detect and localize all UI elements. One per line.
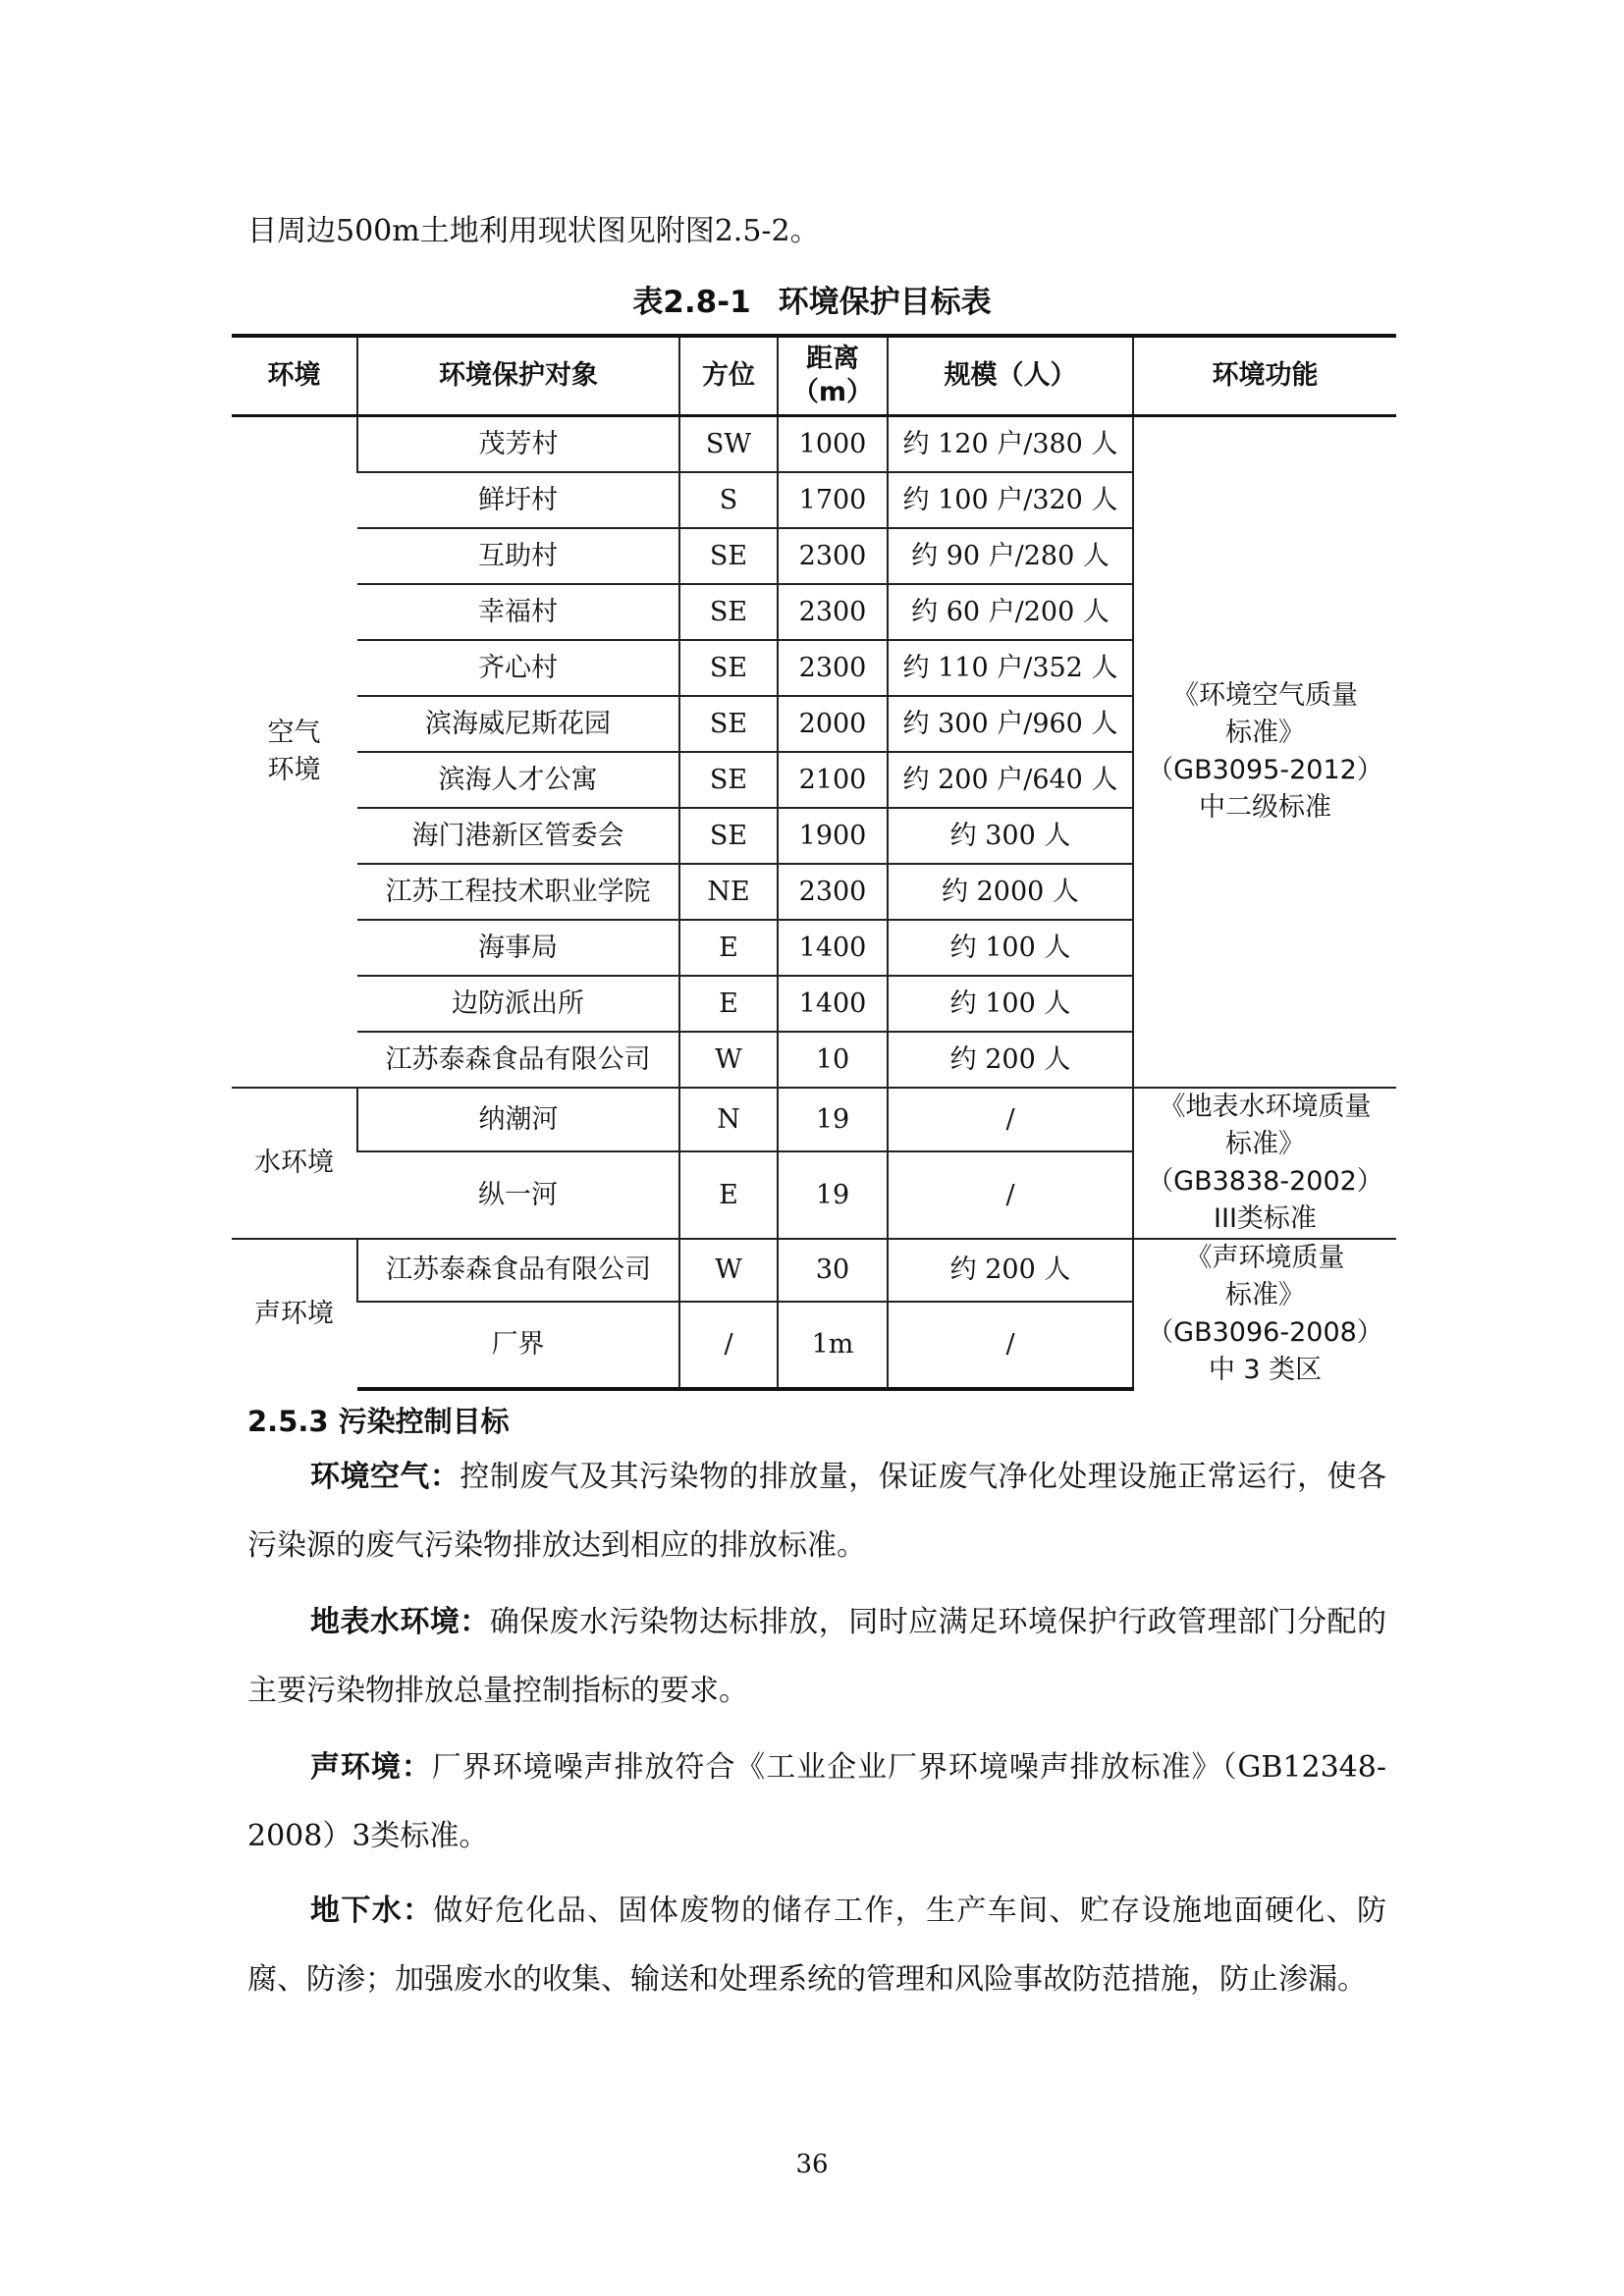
function-line: 《声环境质量: [1185, 1243, 1345, 1273]
cell-object: 茂芳村: [357, 416, 679, 473]
cell-object: 边防派出所: [357, 976, 679, 1032]
cell-scale: 约 100 户/320 人: [888, 472, 1133, 528]
page-number: 36: [795, 2150, 829, 2179]
cell-scale: 约 200 人: [888, 1032, 1133, 1088]
cell-direction: E: [679, 1151, 778, 1239]
cell-distance: 19: [778, 1088, 888, 1151]
cell-scale: 约 110 户/352 人: [888, 640, 1133, 696]
cell-distance: 30: [778, 1239, 888, 1302]
function-line: 中二级标准: [1199, 792, 1331, 823]
header-distance-line1: 距离: [806, 344, 859, 374]
category-line: 环境: [267, 755, 321, 785]
cell-scale: /: [888, 1088, 1133, 1151]
header-distance: [778, 336, 888, 416]
cell-direction: SE: [679, 696, 778, 752]
header-function: 环境功能: [1133, 336, 1396, 416]
function-line: 标准》: [1225, 718, 1305, 748]
cell-scale: /: [888, 1302, 1133, 1389]
category-line: 声环境: [254, 1299, 334, 1329]
header-scale: 规模（人）: [888, 336, 1133, 416]
cell-distance: 10: [778, 1032, 888, 1088]
header-distance-line2: （m）: [791, 377, 874, 407]
cell-distance: 1400: [778, 976, 888, 1032]
paragraph-text: 厂界环境噪声排放符合《工业企业厂界环境噪声排放标准》（GB12348-2008）3类标准。: [247, 1750, 1386, 1853]
cell-scale: 约 100 人: [888, 920, 1133, 976]
cell-function: [1133, 1088, 1396, 1239]
header-object: 环境保护对象: [357, 336, 679, 416]
cell-distance: 1900: [778, 808, 888, 864]
paragraph-lead: 声环境：: [310, 1750, 432, 1785]
header-env: 环境: [232, 336, 357, 416]
cell-object: 海门港新区管委会: [357, 808, 679, 864]
paragraph-lead: 地表水环境：: [310, 1605, 490, 1639]
cell-distance: 2300: [778, 584, 888, 640]
cell-direction: /: [679, 1302, 778, 1389]
paragraph-noise: [247, 1734, 1386, 1871]
cell-scale: 约 300 人: [888, 808, 1133, 864]
cell-direction: S: [679, 472, 778, 528]
table-row: [232, 1239, 1396, 1302]
cell-scale: 约 90 户/280 人: [888, 528, 1133, 584]
cell-direction: E: [679, 976, 778, 1032]
cell-direction: N: [679, 1088, 778, 1151]
cell-object: 纵一河: [357, 1151, 679, 1239]
function-line: 《环境空气质量: [1172, 680, 1358, 711]
cell-direction: SE: [679, 808, 778, 864]
paragraph-text: 确保废水污染物达标排放，同时应满足环境保护行政管理部门分配的主要污染物排放总量控制指标的要求。: [247, 1605, 1387, 1708]
cell-object: 江苏泰森食品有限公司: [357, 1032, 679, 1088]
cell-direction: SW: [679, 416, 778, 473]
cell-function: [1133, 1239, 1396, 1389]
paragraph-surface-water: [247, 1588, 1386, 1726]
paragraph-air: [247, 1443, 1386, 1580]
cell-scale: 约 300 户/960 人: [888, 696, 1133, 752]
cell-scale: 约 200 人: [888, 1239, 1133, 1302]
cell-scale: 约 200 户/640 人: [888, 752, 1133, 808]
cell-direction: SE: [679, 584, 778, 640]
cell-object: 互助村: [357, 528, 679, 584]
cell-scale: 约 2000 人: [888, 864, 1133, 920]
cell-direction: NE: [679, 864, 778, 920]
function-line: III类标准: [1214, 1203, 1317, 1234]
cell-object: 海事局: [357, 920, 679, 976]
cell-object: 江苏工程技术职业学院: [357, 864, 679, 920]
section-heading: 2.5.3 污染控制目标: [247, 1405, 510, 1438]
cell-object: 鲜圩村: [357, 472, 679, 528]
cell-direction: W: [679, 1239, 778, 1302]
cell-distance: 1000: [778, 416, 888, 473]
table-caption-title: 环境保护目标表: [778, 285, 992, 320]
cell-function: [1133, 416, 1396, 1089]
cell-distance: 1700: [778, 472, 888, 528]
cell-category: [232, 1088, 357, 1239]
function-line: 标准》: [1225, 1129, 1305, 1159]
table-body: [232, 416, 1396, 1390]
cell-direction: SE: [679, 528, 778, 584]
paragraph-groundwater: [247, 1877, 1386, 2014]
intro-text: 目周边500m土地利用现状图见附图2.5-2。: [247, 214, 820, 248]
cell-category: [232, 416, 357, 1089]
cell-category: [232, 1239, 357, 1389]
table-caption-number: 表2.8-1: [632, 285, 751, 320]
cell-distance: 2300: [778, 528, 888, 584]
function-line: 中 3 类区: [1208, 1355, 1323, 1385]
table-header-row: [232, 336, 1396, 416]
paragraph-text: 做好危化品、固体废物的储存工作，生产车间、贮存设施地面硬化、防腐、防渗；加强废水的收集、输送和处理系统的管理和风险事故防范措施，防止渗漏。: [247, 1894, 1387, 1997]
cell-distance: 2000: [778, 696, 888, 752]
cell-scale: 约 100 人: [888, 976, 1133, 1032]
function-line: （GB3095-2012）: [1147, 755, 1383, 785]
function-line: 标准》: [1225, 1280, 1305, 1310]
paragraph-lead: 地下水：: [310, 1894, 434, 1928]
cell-object: 滨海人才公寓: [357, 752, 679, 808]
function-line: （GB3838-2002）: [1147, 1166, 1383, 1197]
cell-object: 齐心村: [357, 640, 679, 696]
cell-direction: W: [679, 1032, 778, 1088]
cell-scale: /: [888, 1151, 1133, 1239]
cell-scale: 约 120 户/380 人: [888, 416, 1133, 473]
cell-object: 幸福村: [357, 584, 679, 640]
cell-direction: SE: [679, 752, 778, 808]
cell-object: 江苏泰森食品有限公司: [357, 1239, 679, 1302]
function-line: （GB3096-2008）: [1147, 1317, 1383, 1348]
table-row: [232, 416, 1396, 473]
category-line: 水环境: [254, 1148, 334, 1178]
cell-object: 厂界: [357, 1302, 679, 1389]
cell-distance: 2100: [778, 752, 888, 808]
cell-distance: 19: [778, 1151, 888, 1239]
cell-object: 纳潮河: [357, 1088, 679, 1151]
cell-direction: SE: [679, 640, 778, 696]
cell-scale: 约 60 户/200 人: [888, 584, 1133, 640]
cell-object: 滨海威尼斯花园: [357, 696, 679, 752]
paragraph-text: 控制废气及其污染物的排放量，保证废气净化处理设施正常运行，使各污染源的废气污染物排放达到相应的排放标准。: [247, 1460, 1387, 1563]
cell-distance: 2300: [778, 864, 888, 920]
cell-distance: 2300: [778, 640, 888, 696]
header-direction: 方位: [679, 336, 778, 416]
table-row: [232, 1088, 1396, 1151]
cell-distance: 1m: [778, 1302, 888, 1389]
cell-direction: E: [679, 920, 778, 976]
table-caption: [0, 277, 1624, 321]
category-line: 空气: [267, 718, 321, 748]
environment-protection-table: [232, 334, 1396, 1391]
cell-distance: 1400: [778, 920, 888, 976]
paragraph-lead: 环境空气：: [310, 1460, 460, 1494]
function-line: 《地表水环境质量: [1159, 1092, 1372, 1122]
